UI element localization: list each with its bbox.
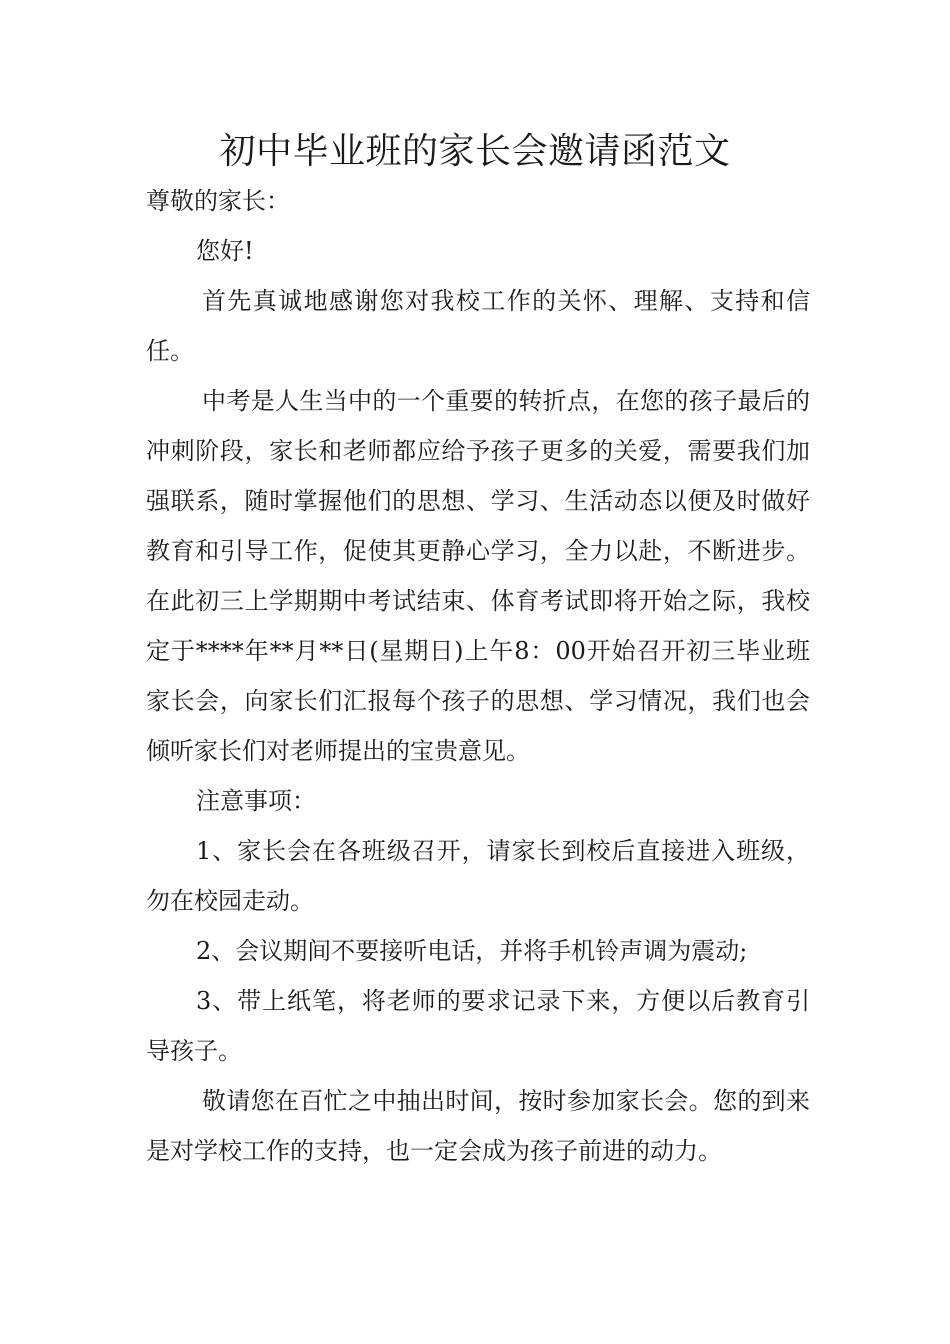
document-body xyxy=(146,176,810,1176)
closing-paragraph: 敬请您在百忙之中抽出时间，按时参加家长会。您的到来是对学校工作的支持，也一定会成为孩子前进的动力。 xyxy=(146,1087,810,1165)
document-title: 初中毕业班的家长会邀请函范文 xyxy=(219,131,731,172)
note-item: 1、家长会在各班级召开，请家长到校后直接进入班级，勿在校园走动。 xyxy=(146,837,810,915)
salutation: 尊敬的家长： xyxy=(146,187,290,215)
greeting: 您好! xyxy=(196,237,254,265)
note-item: 3、带上纸笔，将老师的要求记录下来，方便以后教育引导孩子。 xyxy=(146,987,810,1065)
notes-heading: 注意事项： xyxy=(196,787,316,815)
note-item: 2、会议期间不要接听电话，并将手机铃声调为震动; xyxy=(196,937,748,965)
paragraph-thanks: 首先真诚地感谢您对我校工作的关怀、理解、支持和信任。 xyxy=(146,287,810,365)
paragraph-main: 中考是人生当中的一个重要的转折点，在您的孩子最后的冲刺阶段，家长和老师都应给予孩子更多的关爱，需要我们加强联系，随时掌握他们的思想、学习、生活动态以便及时做好教育和引导工作，促使其更静心学习，全力以赴，不断进步。在此初三上学期期中考试结束、体育考试即将开始之际，我校定于****年**月**日(星期日)上午8：00开始召开初三毕业班家长会，向家长们汇报每个孩子的思想、学习情况，我们也会倾听家长们对老师提出的宝贵意见。 xyxy=(146,387,810,765)
